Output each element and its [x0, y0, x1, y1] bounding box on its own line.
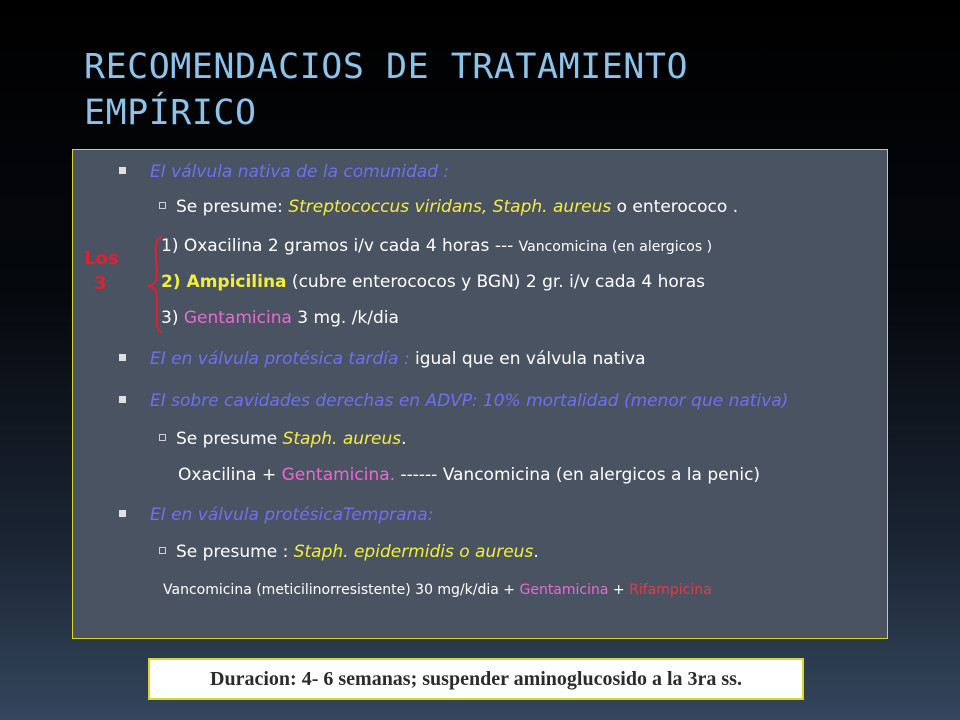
slide-title-line1: RECOMENDACIOS DE TRATAMIENTO: [84, 47, 689, 87]
hollow-square-bullet-icon: [159, 547, 166, 554]
content-panel: [72, 149, 888, 639]
square-bullet-icon: [119, 354, 126, 361]
bullet-early-prosthetic: EI en válvula protésicaTemprana:: [119, 505, 433, 525]
square-bullet-icon: [119, 167, 126, 174]
bullet-native-valve: EI válvula nativa de la comunidad :: [119, 162, 449, 182]
slide-title-line2: EMPÍRICO: [84, 93, 257, 133]
hollow-square-bullet-icon: [159, 202, 166, 209]
option-2-ampicilina: 2) Ampicilina (cubre enterococos y BGN) 2 gr. i/v cada 4 horas: [161, 272, 706, 292]
duration-note: Duracion: 4- 6 semanas; suspender aminoglucosido a la 3ra ss.: [148, 658, 804, 700]
square-bullet-icon: [119, 396, 126, 403]
hollow-square-bullet-icon: [159, 434, 166, 441]
option-1-oxacilina: 1) Oxacilina 2 gramos i/v cada 4 horas --- Vancomicina (en alergicos ): [161, 236, 713, 256]
handwritten-annotation-3: 3: [94, 273, 107, 294]
sub-bullet-right-presume: Se presume Staph. aureus.: [159, 429, 407, 449]
sub-bullet-native-presume: Se presume: Streptococcus viridans, Staph. aureus o enterococo .: [159, 197, 738, 217]
slide-title: [84, 44, 904, 136]
early-prosthetic-treatment: Vancomicina (meticilinorresistente) 30 mg/k/dia + Gentamicina + Rifampicina: [163, 582, 712, 598]
option-3-gentamicina: 3) Gentamicina 3 mg. /k/dia: [161, 308, 399, 328]
handwritten-annotation-los: Los: [84, 248, 119, 269]
square-bullet-icon: [119, 510, 126, 517]
sub-bullet-early-presume: Se presume : Staph. epidermidis o aureus.: [159, 542, 539, 562]
right-cavities-treatment: Oxacilina + Gentamicina. ------ Vancomicina (en alergicos a la penic): [178, 465, 761, 485]
bullet-late-prosthetic: EI en válvula protésica tardía : igual que en válvula nativa: [119, 349, 646, 369]
bullet-right-cavities: EI sobre cavidades derechas en ADVP: 10% mortalidad (menor que nativa): [119, 391, 788, 411]
bracket-annotation-icon: [140, 232, 166, 336]
